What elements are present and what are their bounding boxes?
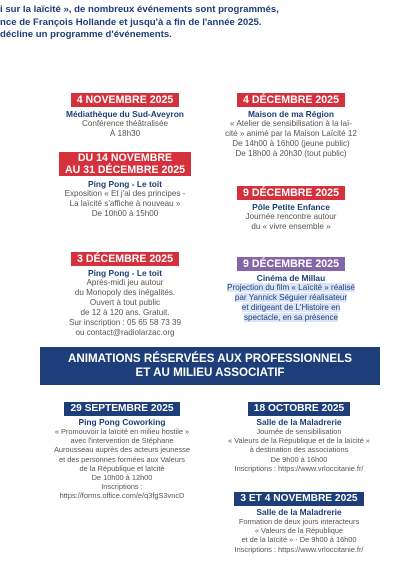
- intro-line: nce de François Hollande et jusqu'à a fin de l'année 2025.: [0, 16, 262, 28]
- event-venue: Salle de la Maladrerie: [256, 417, 342, 427]
- intro-line: décline un programme d'événements.: [0, 29, 172, 40]
- event-date: 9 DÉCEMBRE 2025: [237, 186, 345, 200]
- event-desc-line: de 12 à 120 ans. Gratuit.: [80, 308, 170, 317]
- event-desc-line: [210, 293, 372, 303]
- event-date: 18 OCTOBRE 2025: [248, 402, 350, 416]
- event-desc-line: Exposition « Et j'ai des principes -: [64, 188, 186, 198]
- event-date: 3 DÉCEMBRE 2025: [71, 252, 179, 266]
- event-desc-line: Inscriptions :: [101, 482, 143, 492]
- event-desc-line: « Valeurs de la République: [254, 526, 344, 536]
- event-desc-line: [210, 283, 372, 293]
- pro-event-18-octobre: [210, 398, 388, 473]
- event-3-decembre: [40, 249, 210, 338]
- event-desc-line: À 18h30: [109, 129, 141, 138]
- event-date: 29 SEPTEMBRE 2025: [64, 402, 179, 416]
- event-desc-line: Aurousseau auprès des acteurs jeunesse: [54, 445, 190, 455]
- event-desc-line: à destination des associations: [249, 445, 349, 455]
- event-venue: Maison de ma Région: [247, 109, 335, 119]
- event-desc-line: De 10h00 à 12h00: [91, 473, 153, 483]
- event-date: 4 NOVEMBRE 2025: [71, 93, 180, 107]
- event-desc-line: Conférence théâtralisée: [82, 119, 168, 128]
- event-desc-line: « Valeurs de la République et de la laïcité »: [227, 436, 371, 446]
- event-venue: Ping Pong Coworking: [78, 417, 166, 427]
- event-desc-line: du Monopoly des inégalités.: [74, 288, 176, 297]
- event-venue: Ping Pong - Le toit: [88, 268, 162, 278]
- event-desc-line: Sur inscription : 05 65 58 73 39: [68, 318, 182, 327]
- banner-line: ANIMATIONS RÉSERVÉES AUX PROFESSIONNELS: [68, 352, 352, 365]
- event-desc-line: ou contact@radiolarzac.org: [75, 328, 175, 337]
- highlighted-text: spectacle, en sa présence: [243, 313, 339, 322]
- event-9-decembre-petite-enfance: [210, 183, 372, 232]
- event-desc-line: https://forms.office.com/e/q3fgS3vncD: [59, 491, 185, 501]
- event-desc-line: de la République et laïcité: [79, 463, 165, 473]
- event-desc-line: Inscriptions : https://www.vrloccitanie.fr/: [234, 544, 364, 554]
- intro-line: i sur la laïcité », de nombreux événements sont programmés,: [0, 4, 279, 15]
- event-4-decembre: [210, 90, 372, 159]
- event-desc-line: Après-midi jeu autour: [86, 278, 164, 287]
- event-date: [59, 152, 191, 176]
- event-desc-line: La laïcité s'affiche à nouveau »: [69, 198, 181, 208]
- event-desc-line: Journée rencontre autour: [245, 212, 337, 221]
- event-date-line: AU 31 DÉCEMBRE 2025: [64, 163, 186, 176]
- event-desc-line: De 18h00 à 20h30 (tout public): [235, 149, 347, 158]
- event-desc-line: Formation de deux jours interacteurs: [238, 517, 360, 526]
- event-venue: Ping Pong - Le toit: [88, 178, 162, 189]
- event-14-novembre: [40, 152, 210, 219]
- event-desc-line: De 14h00 à 16h00 (jeune public): [232, 139, 350, 148]
- event-desc-line: [210, 313, 372, 323]
- event-date: 3 ET 4 NOVEMBRE 2025: [234, 492, 363, 506]
- event-desc-line: De 10h00 à 15h00: [91, 208, 159, 218]
- event-desc-line: du « vivre ensemble »: [251, 222, 331, 231]
- pro-event-3-4-novembre: [210, 488, 388, 554]
- event-desc-line: « Atelier de sensibilisation à la laï-: [230, 119, 352, 128]
- event-desc-line: Journée de sensibilisation: [256, 427, 342, 436]
- intro-text: [0, 4, 402, 42]
- event-venue: Pôle Petite Enfance: [252, 202, 330, 212]
- banner-line: ET AU MILIEU ASSOCIATIF: [135, 366, 285, 379]
- highlighted-text: Projection du film « Laïcité » réalisé: [227, 283, 355, 292]
- event-date: 9 DÉCEMBRE 2025: [237, 257, 345, 271]
- event-desc-line: et des personnes formées aux Valeurs: [59, 454, 185, 464]
- event-date: 4 DÉCEMBRE 2025: [237, 93, 345, 107]
- event-desc-line: avec l'intervention de Stéphane: [70, 436, 174, 446]
- event-4-novembre: [40, 90, 210, 139]
- event-desc-line: et de la laïcité » - De 9h00 à 16h00: [241, 535, 357, 545]
- professional-section-banner: [40, 347, 380, 385]
- event-desc-line: « Promouvoir la laïcité en milieu hostile »: [54, 427, 190, 436]
- event-desc-line: Inscriptions : https://www.vrloccitanie.fr/: [234, 463, 364, 473]
- highlighted-text: et dirigeant de L'Histoire en: [241, 303, 341, 312]
- event-venue: Médiathèque du Sud-Aveyron: [66, 109, 184, 119]
- event-desc-line: cité » animé par la Maison Laïcité 12: [225, 129, 357, 138]
- event-venue: Salle de la Maladrerie: [256, 507, 342, 517]
- highlighted-text: par Yannick Séguier réalisateur: [234, 293, 348, 302]
- event-9-decembre-cinema: [210, 254, 372, 323]
- event-desc-line: [210, 303, 372, 313]
- pro-event-29-septembre: [34, 398, 210, 501]
- event-venue: Cinéma de Millau: [256, 273, 326, 283]
- event-date-line: DU 14 NOVEMBRE: [77, 152, 173, 164]
- event-desc-line: De 9h00 à 16h00: [270, 454, 328, 464]
- event-desc-line: Ouvert à tout public: [89, 298, 161, 307]
